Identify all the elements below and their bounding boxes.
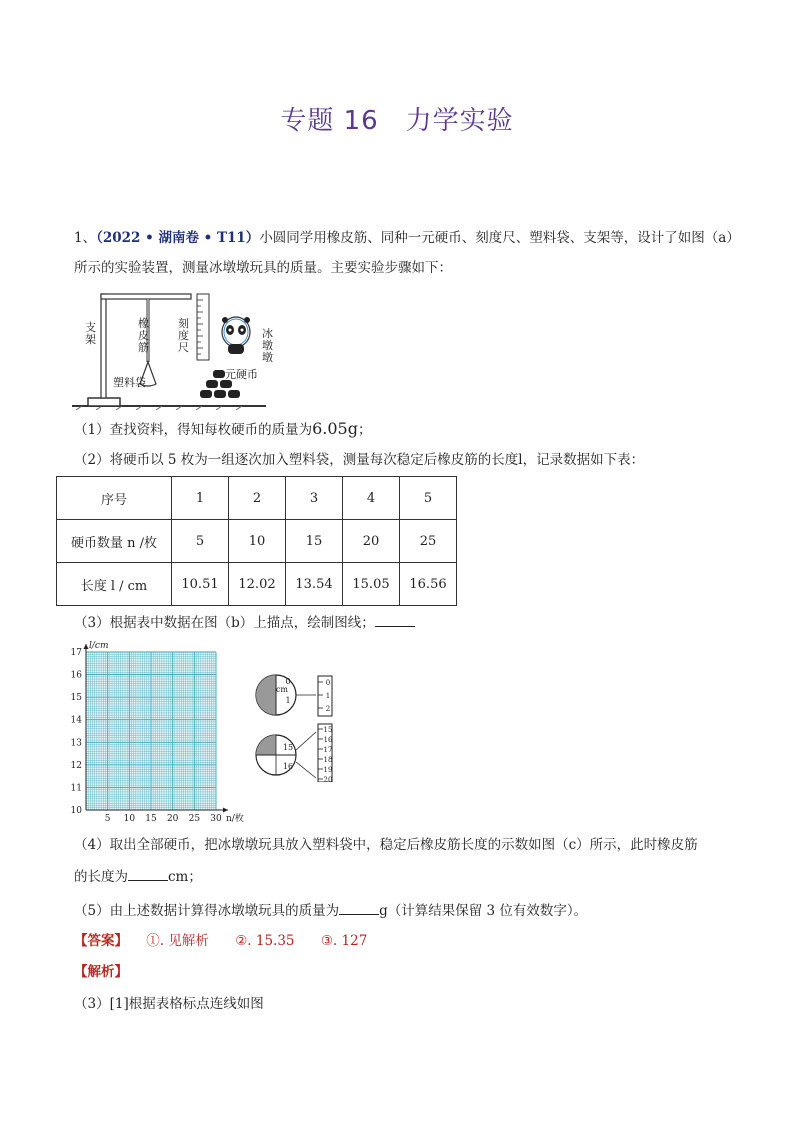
label-coins: 一元硬币 (214, 368, 258, 381)
question-number: 1、 (74, 230, 97, 246)
label-toy: 冰墩墩 (262, 327, 273, 364)
ruler-tick-label: 15 (323, 726, 333, 734)
y-tick-label: 13 (70, 738, 82, 749)
answer-line (74, 931, 367, 951)
reading-label: 16 (282, 762, 294, 771)
step5-suffix: （计算结果保留 3 位有效数字）。 (387, 903, 588, 919)
step4-suffix: cm； (168, 869, 202, 885)
x-tick-label: 25 (188, 814, 201, 824)
ruler-tick-label: 16 (323, 736, 333, 744)
step4-line2 (74, 866, 202, 887)
answer-blank (339, 900, 379, 915)
ruler-tick-label: 19 (323, 766, 333, 774)
answer-3: ③. 127 (320, 933, 368, 949)
coin-mass-value: 6.05 (312, 419, 348, 438)
x-tick-label: 10 (123, 814, 136, 824)
label-stand: 支架 (85, 321, 96, 346)
table-cell: 4 (343, 477, 400, 520)
pointer-line (296, 732, 316, 750)
table-cell: 12.02 (229, 563, 286, 606)
y-axis-label: l/cm (89, 641, 109, 651)
label-ruler: 刻度尺 (178, 317, 189, 354)
table-row (57, 563, 457, 606)
pointer-line (296, 762, 316, 778)
reading-label: 1 (285, 696, 291, 705)
ruler-tick-label: 1 (325, 692, 331, 700)
y-tick-label: 11 (70, 783, 82, 794)
table-cell: 10 (229, 520, 286, 563)
question-intro-text: 小圆同学用橡皮筋、同种一元硬币、刻度尺、塑料袋、支架等，设计了如图（a） (259, 230, 740, 246)
stand-arm (101, 294, 191, 299)
question-source: （2022 • 湖南卷 • T11） (96, 230, 260, 246)
page-title: 专题 16 力学实验 (280, 106, 514, 136)
table-cell: 20 (343, 520, 400, 563)
reading-label: 0 (285, 677, 291, 686)
toy-figure (222, 317, 250, 354)
ruler-tick-label: 18 (323, 756, 333, 764)
answer-2: ②. 15.35 (235, 933, 295, 949)
coin-mass-unit: g (347, 419, 358, 438)
y-tick-label: 17 (70, 648, 82, 658)
step1-suffix: ； (357, 422, 372, 438)
label-rubber-band: 橡皮筋 (138, 317, 149, 354)
step1 (74, 419, 371, 440)
table-cell: 10.51 (172, 563, 229, 606)
analysis-tag: 【解析】 (74, 964, 128, 980)
figure-c-ruler-readings (252, 670, 348, 782)
answer-tag: 【答案】 (74, 933, 128, 949)
question-intro-line1 (74, 228, 740, 248)
step5-text: （5）由上述数据计算得冰墩墩玩具的质量为 (74, 903, 340, 919)
step3 (74, 612, 415, 633)
x-axis-label: n/枚 (226, 814, 244, 824)
answer-1: ①. 见解析 (146, 933, 209, 949)
table-cell: 25 (400, 520, 457, 563)
x-tick-label: 15 (145, 814, 157, 824)
x-axis-arrow (223, 808, 228, 813)
table-header: 硬币数量 n /枚 (57, 520, 172, 563)
answer-blank (128, 866, 168, 881)
reading-label: cm (275, 685, 289, 694)
table-cell: 2 (229, 477, 286, 520)
ruler-tick-label: 0 (325, 679, 331, 687)
figure-a-apparatus (70, 284, 270, 410)
table-row (57, 477, 457, 520)
table-cell: 13.54 (286, 563, 343, 606)
magnifier-bottom-shade (256, 735, 276, 755)
step4-text: 的长度为 (74, 869, 128, 885)
ruler-tick-label: 17 (323, 746, 333, 754)
data-table (56, 476, 457, 606)
magnifier-top-shade (256, 675, 276, 715)
table-cell: 5 (400, 477, 457, 520)
table-cell: 15.05 (343, 563, 400, 606)
graph-b (64, 640, 264, 826)
table-cell: 15 (286, 520, 343, 563)
analysis-line: （3）[1]根据表格标点连线如图 (74, 996, 264, 1012)
x-tick-label: 5 (104, 814, 111, 824)
table-cell: 3 (286, 477, 343, 520)
table-cell: 5 (172, 520, 229, 563)
stand-pole (101, 294, 106, 398)
y-tick-label: 16 (70, 670, 82, 681)
x-tick-label: 30 (210, 814, 222, 824)
table-header: 长度 l / cm (57, 563, 172, 606)
ruler (197, 294, 209, 360)
step3-text: （3）根据表中数据在图（b）上描点，绘制图线； (74, 615, 375, 631)
reading-label: 15 (282, 743, 294, 752)
table-cell: 1 (172, 477, 229, 520)
y-axis-arrow (84, 644, 89, 649)
question-intro-line2: 所示的实验装置，测量冰墩墩玩具的质量。主要实验步骤如下： (74, 260, 452, 276)
y-tick-label: 14 (70, 715, 82, 726)
step1-text: （1）查找资料，得知每枚硬币的质量为 (74, 422, 313, 438)
answer-blank (375, 612, 415, 627)
y-tick-label: 15 (70, 693, 82, 704)
ruler-tick-label: 20 (323, 776, 333, 782)
step5-unit: g (379, 903, 388, 919)
step5 (74, 900, 587, 921)
label-bag: 塑料袋 (113, 376, 146, 389)
table-header: 序号 (57, 477, 172, 520)
y-tick-label: 12 (70, 760, 82, 771)
stand-base (88, 398, 120, 406)
step4-line1: （4）取出全部硬币，把冰墩墩玩具放入塑料袋中，稳定后橡皮筋长度的示数如图（c）所示，此时橡皮筋 (74, 837, 698, 853)
step2: （2）将硬币以 5 枚为一组逐次加入塑料袋，测量每次稳定后橡皮筋的长度l，记录数据如下表： (74, 452, 645, 468)
table-cell: 16.56 (400, 563, 457, 606)
ruler-tick-label: 2 (325, 705, 331, 713)
table-row (57, 520, 457, 563)
y-tick-label: 10 (70, 806, 82, 816)
x-tick-label: 20 (166, 814, 179, 824)
